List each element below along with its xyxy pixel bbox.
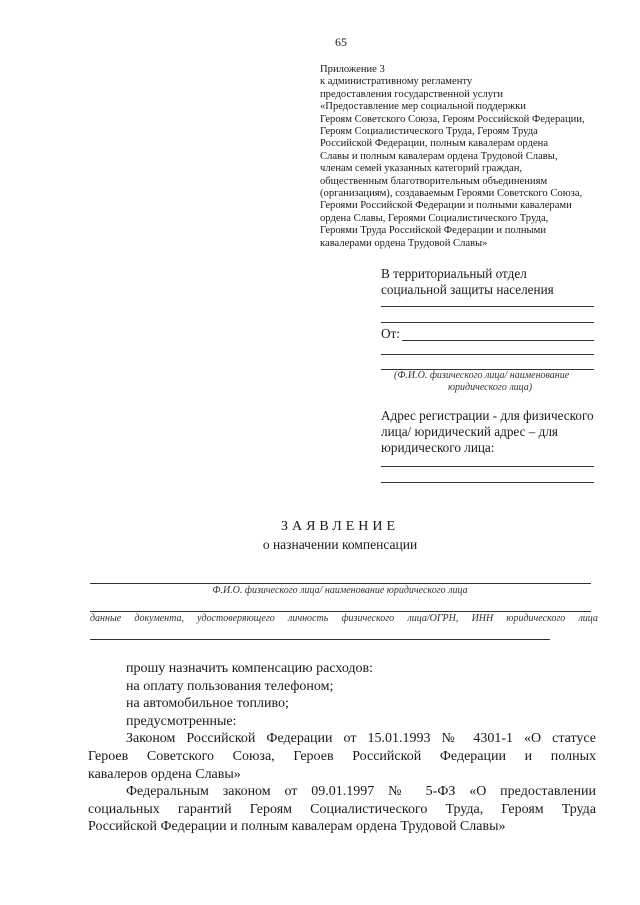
appendix-line: Героям Советского Союза, Героям Российской Федерации, [320,113,585,125]
caption-word: данные [90,613,122,624]
from-caption-line-2: юридического лица) [448,382,533,393]
address-line-2: лица/ юридический адрес – для [381,424,559,439]
document-subtitle: о назначении компенсации [262,537,418,552]
appendix-line: Героям Социалистического Труда, Героям Труда [320,126,538,138]
law-2-line: социальных гарантий Героям Социалистического Труда, Героям Труда [88,801,596,817]
address-fill-line[interactable] [381,482,594,483]
address-block [381,408,594,456]
recipient-block [381,266,554,298]
applicant-name-line[interactable] [90,583,591,584]
document-title: ЗАЯВЛЕНИЕ [280,519,400,534]
appendix-line: кавалерами ордена Трудовой Славы» [320,237,488,249]
request-paragraph: прошу назначить компенсацию расходов: [126,661,374,676]
law-1-line: Законом Российской Федерации от 15.01.1993 № 4301-1 «О статусе [126,731,596,747]
request-item-fuel: на автомобильное топливо; [126,696,289,712]
address-line-3: юридического лица: [381,440,495,455]
from-caption-line-1: (Ф.И.О. физического лица/ наименование [394,370,570,381]
applicant-docs-line[interactable] [90,639,550,640]
caption-word: ИНН [471,613,494,624]
law-1-line: кавалеров ордена Славы» [88,766,241,782]
caption-word: юридического [506,613,566,624]
law-2-line: Российской Федерации и полным кавалерам ордена Трудовой Славы» [88,819,506,835]
legal-basis-label: предусмотренные: [126,713,237,729]
appendix-line: Героями Российской Федерации и полными кавалерами [320,200,572,212]
law-2-line: Федеральным законом от 09.01.1997 № 5-ФЗ «О предоставлении [126,784,596,800]
address-fill-line[interactable] [381,466,594,467]
recipient-fill-line[interactable] [381,322,594,323]
appendix-line: Российской Федерации, полным кавалерам ордена [320,138,549,150]
appendix-line: Героями Труда Российской Федерации и полными [320,225,547,237]
caption-word: лица [578,613,598,624]
caption-word: документа, [134,613,184,624]
appendix-header [320,64,610,250]
from-label: От: [381,326,400,341]
caption-word: личность [287,613,329,624]
appendix-line: ордена Славы, Героями Социалистического Труда, [320,212,549,224]
from-fill-line[interactable] [402,340,594,341]
request-body [88,660,596,836]
caption-word: лица/ОГРН, [407,613,459,624]
page-number: 65 [335,35,347,49]
caption-word: физического [341,613,395,624]
caption-word: удостоверяющего [197,613,275,624]
appendix-line: Приложение 3 [320,64,385,75]
appendix-line: «Предоставление мер социальной поддержки [320,101,526,113]
appendix-line: (организациям), создаваемым Героями Советского Союза, [320,188,583,200]
recipient-fill-line[interactable] [381,306,594,307]
address-line-1: Адрес регистрации - для физического [381,408,594,423]
applicant-name-caption: Ф.И.О. физического лица/ наименование юридического лица [212,585,468,596]
appendix-line: предоставления государственной услуги [320,88,504,100]
request-item-phone: на оплату пользования телефоном; [126,678,334,694]
recipient-line-1: В территориальный отдел [381,266,527,281]
appendix-line: общественным благотворительным объединениям [320,175,548,187]
appendix-line: Славы и полным кавалерам ордена Трудовой Славы, [320,150,558,162]
applicant-docs-line[interactable] [90,611,591,612]
law-1-line: Героев Советского Союза, Героев Российской Федерации и полных [88,748,596,764]
appendix-line: членам семей указанных категорий граждан, [320,163,523,175]
applicant-docs-caption [90,613,598,624]
recipient-line-2: социальной защиты населения [381,282,554,297]
appendix-line: к административному регламенту [320,76,473,88]
from-fill-line[interactable] [381,354,594,355]
